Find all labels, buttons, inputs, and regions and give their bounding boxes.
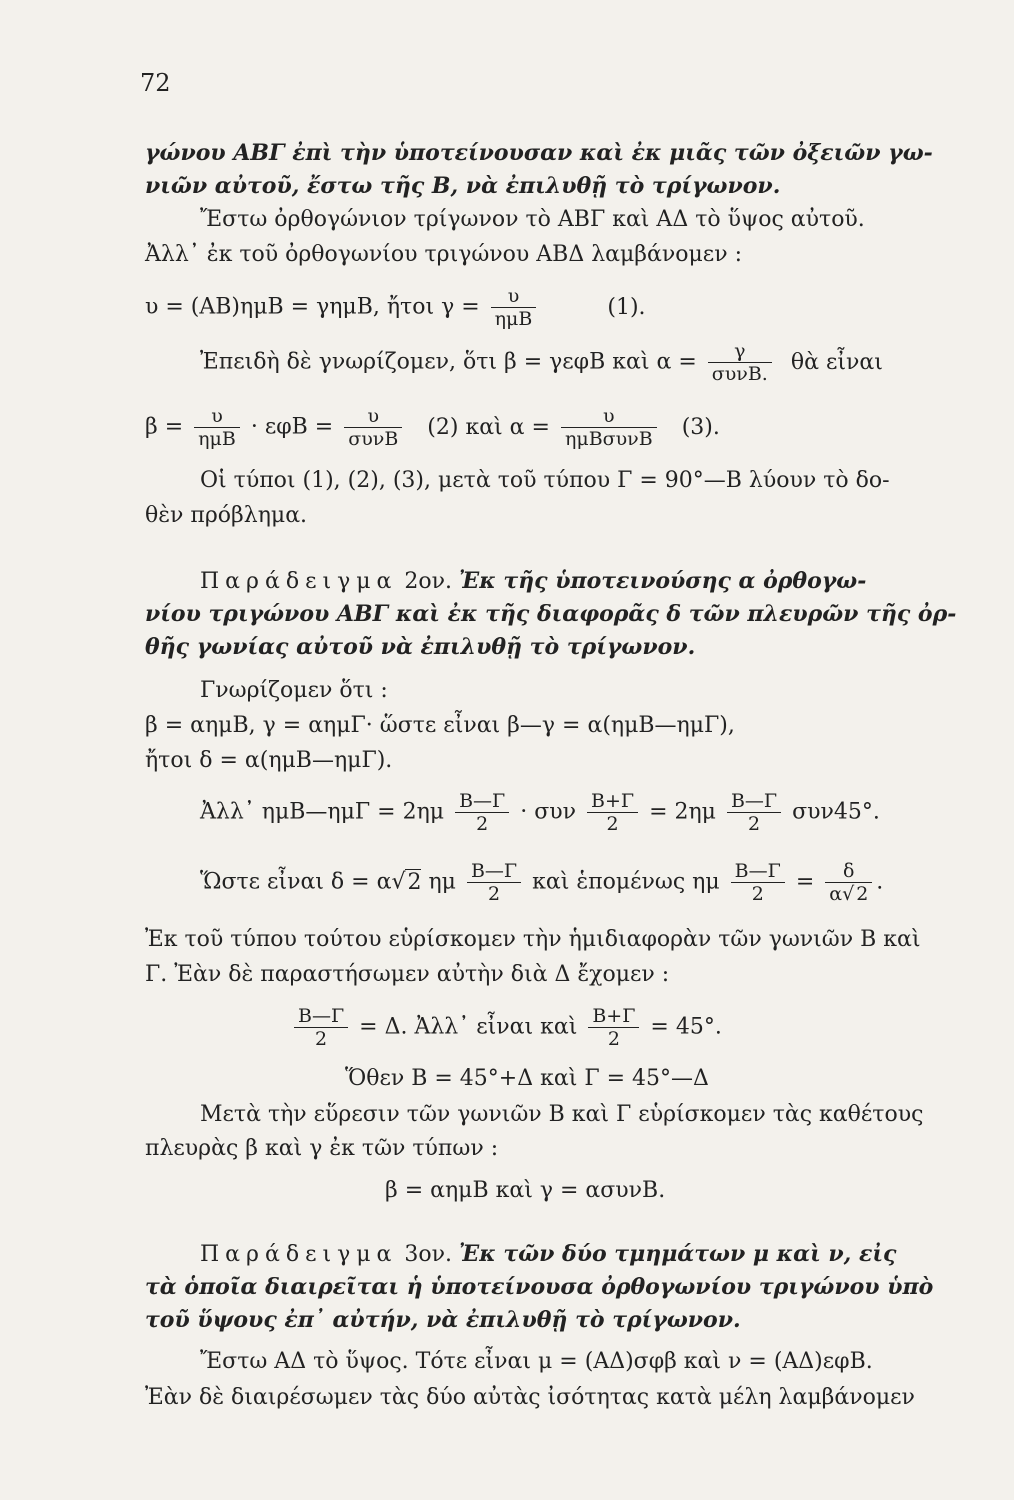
sqrt-radical-icon: √ (391, 869, 406, 895)
l6-den: συνΒ. (711, 363, 768, 385)
eq20-frac-2 (588, 1005, 639, 1050)
eq17-frac-1 (467, 860, 521, 905)
equation-17 (200, 860, 883, 905)
eq17-f1n: Β—Γ (467, 860, 521, 883)
eq20-f1n: Β—Γ (294, 1005, 348, 1028)
eq20-f2d: 2 (607, 1028, 620, 1050)
eq17-f3d: α√ 2 (829, 883, 869, 905)
eq2-f3d: ημΒσυνΒ (564, 428, 653, 450)
equation-2 (145, 405, 720, 450)
eq17-frac-3 (825, 860, 872, 905)
eq1-den: ημΒ (494, 308, 533, 330)
eq16-f1n: Β—Γ (455, 790, 509, 813)
eq16-b: · συν (520, 799, 576, 825)
eq2-frac-3 (561, 405, 657, 450)
text-line-22: Μετὰ τὴν εὕρεσιν τῶν γωνιῶν Β καὶ Γ εὑρίσκομεν τὰς καθέτους (200, 1102, 924, 1127)
heading-line-2: νιῶν αὐτοῦ, ἔστω τῆς Β, νὰ ἐπιλυθῇ τὸ τρίγωνον. (145, 173, 781, 199)
eq20-f1d: 2 (315, 1028, 328, 1050)
eq2-f2n: υ (344, 405, 402, 428)
eq16-f2d: 2 (606, 813, 619, 835)
text-line-29: Ἐὰν δὲ διαιρέσωμεν τὰς δύο αὐτὰς ἰσότητας κατὰ μέλη λαμβάνομεν (145, 1385, 915, 1410)
text-line-19: Γ. Ἐὰν δὲ παραστήσωμεν αὐτὴν διὰ Δ ἔχομεν : (145, 962, 670, 987)
text-line-9: θὲν πρόβλημα. (145, 503, 308, 528)
example-2-line-3: θῆς γωνίας αὐτοῦ νὰ ἐπιλυθῇ τὸ τρίγωνον. (145, 634, 696, 660)
example-2-title-1: Ἐκ τῆς ὑποτεινούσης α ὀρθογω- (459, 568, 867, 594)
eq16-f3n: Β—Γ (727, 790, 781, 813)
eq20-f2n: Β+Γ (588, 1005, 639, 1028)
eq17-e: . (876, 869, 884, 895)
l6-tail: θὰ εἶναι (790, 349, 883, 375)
eq16-c: = 2ημ (649, 799, 716, 825)
eq17-sqrt: 2 (407, 869, 422, 895)
eq17-d: = (795, 869, 815, 895)
eq17-a: Ὥστε εἶναι δ = α (200, 869, 392, 895)
text-line-18: Ἐκ τοῦ τύπου τούτου εὑρίσκομεν τὴν ἡμιδιαφορὰν τῶν γωνιῶν Β καὶ (145, 927, 921, 952)
text-line-24: β = αημΒ καὶ γ = ασυνΒ. (385, 1178, 666, 1203)
eq17-f3d-sqrt: 2 (856, 883, 869, 905)
eq17-f1d: 2 (487, 883, 501, 905)
text-line-3: Ἔστω ὀρθογώνιον τρίγωνον τὸ ΑΒΓ καὶ ΑΔ τὸ ὕψος αὐτοῦ. (200, 207, 865, 232)
text-line-8: Οἱ τύποι (1), (2), (3), μετὰ τοῦ τύπου Γ = 90°—Β λύουν τὸ δο- (200, 468, 890, 493)
text-line-6 (200, 340, 883, 385)
equation-1 (145, 285, 646, 330)
eq20-frac-1 (294, 1005, 348, 1050)
eq2-tag3: (3). (681, 414, 720, 440)
eq16-a: Ἀλλ᾽ ημΒ—ημΓ = 2ημ (200, 799, 445, 825)
example-3-word: Παράδειγμα (200, 1242, 398, 1267)
eq16-f2n: Β+Γ (587, 790, 638, 813)
eq1-tag: (1). (607, 294, 646, 320)
eq2-f3n: υ (561, 405, 657, 428)
eq17-f2n: Β—Γ (731, 860, 785, 883)
example-3-line-1 (200, 1239, 896, 1270)
text-line-14: β = αημΒ, γ = αημΓ· ὥστε εἶναι β—γ = α(ημΒ—ημΓ), (145, 713, 735, 738)
l6-num: γ (708, 340, 772, 363)
page-number: 72 (140, 69, 171, 97)
eq17-f3d-pre: α (829, 883, 843, 905)
eq2-mid: · εφΒ = (250, 414, 334, 440)
eq17-f3n: δ (825, 860, 872, 883)
text-line-15: ἤτοι δ = α(ημΒ—ημΓ). (145, 748, 393, 773)
eq1-fraction (491, 285, 537, 330)
text-line-21: Ὅθεν Β = 45°+Δ καὶ Γ = 45°—Δ (345, 1066, 709, 1091)
eq1-num: υ (491, 285, 537, 308)
eq2-frac-1 (194, 405, 240, 450)
example-2-number: 2ον. (404, 569, 453, 594)
l6-fraction (708, 340, 772, 385)
text-line-23: πλευρὰς β καὶ γ ἐκ τῶν τύπων : (145, 1136, 499, 1161)
eq16-frac-3 (727, 790, 781, 835)
l6-text: Ἐπειδὴ δὲ γνωρίζομεν, ὅτι β = γεφΒ καὶ α = (200, 349, 697, 375)
eq16-f1d: 2 (476, 813, 489, 835)
eq17-frac-2 (731, 860, 785, 905)
example-3-line-2: τὰ ὁποῖα διαιρεῖται ἡ ὑποτείνουσα ὀρθογωνίου τριγώνου ὑπὸ (145, 1274, 934, 1300)
eq16-frac-2 (587, 790, 638, 835)
eq2-f1n: υ (194, 405, 240, 428)
text-line-4: Ἀλλ᾽ ἐκ τοῦ ὀρθογωνίου τριγώνου ΑΒΔ λαμβάνομεν : (145, 242, 742, 267)
eq20-a: = Δ. Ἀλλ᾽ εἶναι καὶ (359, 1014, 578, 1040)
eq17-f2d: 2 (751, 883, 764, 905)
eq17-c: καὶ ἑπομένως ημ (532, 869, 720, 895)
eq16-frac-1 (455, 790, 509, 835)
text-line-13: Γνωρίζομεν ὅτι : (200, 678, 388, 703)
eq20-b: = 45°. (650, 1014, 722, 1040)
eq2-f1d: ημΒ (198, 428, 236, 450)
equation-20 (290, 1005, 722, 1050)
eq1-lhs: υ = (ΑΒ)ημΒ = γημΒ, ἤτοι γ = (145, 294, 480, 320)
eq2-tag2: (2) καὶ α = (427, 414, 550, 440)
example-3-title-1: Ἐκ τῶν δύο τμημάτων μ καὶ ν, εἰς (459, 1241, 897, 1267)
eq16-f3d: 2 (748, 813, 761, 835)
text-line-28: Ἔστω ΑΔ τὸ ὕψος. Τότε εἶναι μ = (ΑΔ)σφβ καὶ ν = (ΑΔ)εφΒ. (200, 1349, 873, 1374)
example-2-line-2: νίου τριγώνου ΑΒΓ καὶ ἐκ τῆς διαφορᾶς δ τῶν πλευρῶν τῆς ὀρ- (145, 601, 957, 627)
eq2-beta: β = (145, 414, 184, 440)
eq2-f2d: συνΒ (348, 428, 399, 450)
example-3-number: 3ον. (404, 1242, 453, 1267)
example-2-word: Παράδειγμα (200, 569, 398, 594)
heading-line-1: γώνου ΑΒΓ ἐπὶ τὴν ὑποτείνουσαν καὶ ἐκ μιᾶς τῶν ὀξειῶν γω- (145, 140, 933, 166)
eq17-b: ημ (428, 869, 456, 895)
equation-16 (200, 790, 880, 835)
eq16-d: συν45°. (792, 799, 880, 825)
example-3-line-3: τοῦ ὕψους ἐπ᾽ αὐτήν, νὰ ἐπιλυθῇ τὸ τρίγωνον. (145, 1307, 741, 1333)
example-2-line-1 (200, 566, 866, 597)
eq2-frac-2 (344, 405, 402, 450)
